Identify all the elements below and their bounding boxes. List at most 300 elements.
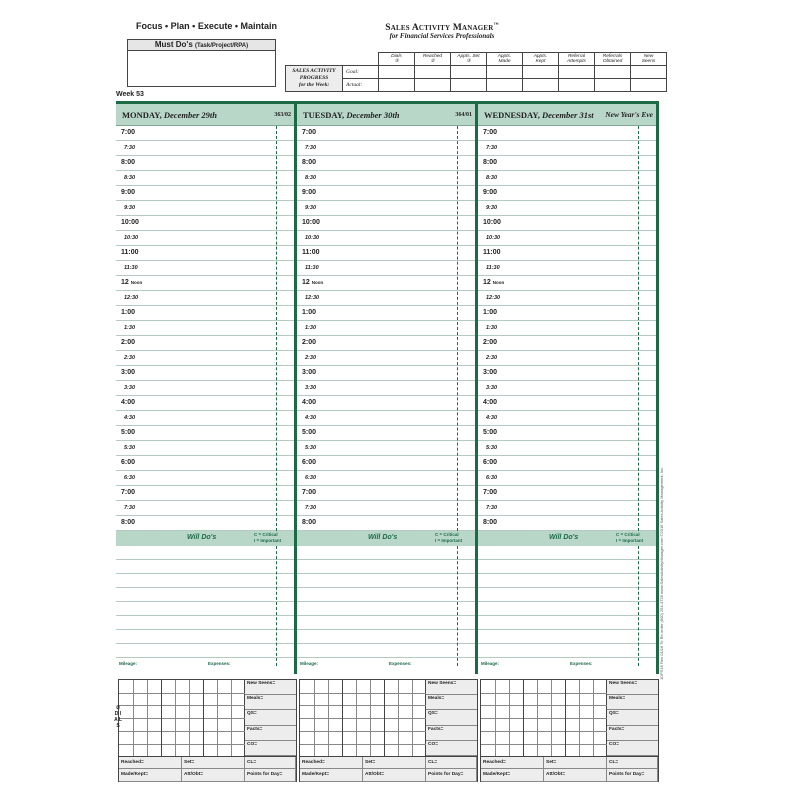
col-appts-kept: Appts. Kept xyxy=(523,53,559,66)
grid-line xyxy=(398,680,399,756)
set-field[interactable]: Set= xyxy=(363,757,426,769)
time-label: 1:30 xyxy=(305,325,317,331)
time-slot[interactable] xyxy=(116,171,297,186)
actual-cell[interactable] xyxy=(415,79,451,92)
time-slot[interactable] xyxy=(478,291,659,306)
dials-label xyxy=(114,705,122,729)
goal-cell[interactable] xyxy=(559,66,595,79)
grid-line xyxy=(175,680,176,756)
grid-line xyxy=(189,680,190,756)
brand-title: Sales Activity Manager™ xyxy=(385,23,499,34)
time-slot[interactable] xyxy=(116,216,297,231)
reached-field[interactable]: Reached= xyxy=(300,757,363,769)
goal-cell[interactable] xyxy=(523,66,559,79)
time-slot[interactable] xyxy=(478,186,659,201)
att-obt-field[interactable]: Att/Obt= xyxy=(363,769,426,782)
stats-column xyxy=(426,680,477,756)
day-header xyxy=(478,104,659,126)
time-slot[interactable] xyxy=(116,441,297,456)
time-slot[interactable] xyxy=(297,156,478,171)
time-slot[interactable] xyxy=(116,261,297,276)
grid-line xyxy=(217,680,218,756)
time-slot[interactable] xyxy=(116,351,297,366)
day-column xyxy=(478,104,659,674)
mileage-row[interactable] xyxy=(116,661,297,671)
goal-cell[interactable] xyxy=(451,66,487,79)
time-slot[interactable] xyxy=(116,201,297,216)
time-slot[interactable] xyxy=(478,126,659,141)
time-slot[interactable] xyxy=(116,321,297,336)
att-obt-field[interactable]: Att/Obt= xyxy=(544,769,607,782)
must-dos-title: Must Do's xyxy=(154,40,193,49)
time-slot[interactable] xyxy=(297,231,478,246)
time-slot[interactable] xyxy=(478,396,659,411)
will-dos-label: Will Do's xyxy=(187,534,217,541)
time-slot[interactable] xyxy=(478,246,659,261)
time-slot[interactable] xyxy=(297,396,478,411)
row-actual: Actual: xyxy=(343,79,379,92)
mileage-row[interactable] xyxy=(297,661,478,671)
att-obt-field[interactable]: Att/Obt= xyxy=(182,769,245,782)
set-field[interactable]: Set= xyxy=(182,757,245,769)
time-slot[interactable] xyxy=(297,501,478,516)
time-label: 1:00 xyxy=(121,309,136,316)
mileage-row[interactable] xyxy=(478,661,659,671)
time-label: 5:30 xyxy=(305,445,317,451)
will-do-row[interactable] xyxy=(297,588,478,602)
will-do-row[interactable] xyxy=(478,630,659,644)
dials-grid[interactable] xyxy=(481,680,607,756)
will-do-row[interactable] xyxy=(297,602,478,616)
time-slot[interactable] xyxy=(297,516,478,531)
time-label: 7:00 xyxy=(121,129,136,136)
time-slot[interactable] xyxy=(478,261,659,276)
grid-line xyxy=(370,680,371,756)
grid-line xyxy=(356,680,357,756)
grid-line xyxy=(509,680,510,756)
time-slot[interactable] xyxy=(116,126,297,141)
stat-field[interactable]: New Seens= xyxy=(426,680,477,695)
time-slot[interactable] xyxy=(116,141,297,156)
time-slot[interactable] xyxy=(478,276,659,291)
activity-tracker[interactable] xyxy=(299,679,478,782)
time-slot[interactable] xyxy=(478,171,659,186)
time-label: 12:30 xyxy=(124,295,139,301)
actual-cell[interactable] xyxy=(631,79,667,92)
time-slot[interactable] xyxy=(478,516,659,531)
stat-field[interactable]: QS= xyxy=(426,710,477,725)
time-slot[interactable] xyxy=(297,336,478,351)
will-do-row[interactable] xyxy=(478,588,659,602)
time-label: 7:30 xyxy=(486,145,498,151)
time-label: 2:00 xyxy=(302,339,317,346)
time-slots xyxy=(297,126,478,531)
grid-line xyxy=(147,680,148,756)
grid-line xyxy=(203,680,204,756)
time-slot[interactable] xyxy=(478,411,659,426)
time-slot[interactable] xyxy=(116,156,297,171)
dials-grid[interactable] xyxy=(300,680,426,756)
will-do-row[interactable] xyxy=(478,574,659,588)
time-slot[interactable] xyxy=(297,261,478,276)
stat-field[interactable]: QS= xyxy=(607,710,658,725)
grid-line xyxy=(384,680,385,756)
time-slot[interactable] xyxy=(297,426,478,441)
mileage-label: Mileage: xyxy=(481,661,500,666)
will-do-row[interactable] xyxy=(478,602,659,616)
col-appts-made: Appts. Made xyxy=(487,53,523,66)
time-slot[interactable] xyxy=(116,276,297,291)
time-slot[interactable] xyxy=(478,486,659,501)
time-label: 3:00 xyxy=(302,369,317,376)
time-label: 9:30 xyxy=(486,205,498,211)
grid-line xyxy=(481,731,607,732)
will-do-row[interactable] xyxy=(297,616,478,630)
brand-subtitle: for Financial Services Professionals xyxy=(389,32,495,41)
time-label: 9:00 xyxy=(121,189,136,196)
will-do-row[interactable] xyxy=(478,616,659,630)
time-slot[interactable] xyxy=(116,411,297,426)
stat-field[interactable]: CO= xyxy=(245,741,296,756)
time-slot[interactable] xyxy=(116,396,297,411)
activity-tracker[interactable] xyxy=(115,679,297,782)
time-slot[interactable] xyxy=(116,231,297,246)
stat-field[interactable]: New Seens= xyxy=(607,680,658,695)
stat-field[interactable]: Facts= xyxy=(426,726,477,741)
time-slot[interactable] xyxy=(297,441,478,456)
points-field[interactable]: Points for Day= xyxy=(245,769,296,782)
time-slot[interactable] xyxy=(478,441,659,456)
dials-vertical: D I A L S xyxy=(114,711,122,729)
time-slots xyxy=(116,126,297,531)
day-column xyxy=(116,104,297,674)
points-field[interactable]: Points for Day= xyxy=(426,769,477,782)
time-label: 2:00 xyxy=(483,339,498,346)
actual-cell[interactable] xyxy=(523,79,559,92)
will-do-row[interactable] xyxy=(116,560,297,574)
time-slot[interactable] xyxy=(116,381,297,396)
grid-line xyxy=(119,718,245,719)
stat-field[interactable]: New Seens= xyxy=(245,680,296,695)
time-label: 7:00 xyxy=(483,129,498,136)
time-slot[interactable] xyxy=(478,366,659,381)
time-slot[interactable] xyxy=(478,381,659,396)
will-do-row[interactable] xyxy=(116,602,297,616)
grid-line xyxy=(119,693,245,694)
will-do-row[interactable] xyxy=(297,560,478,574)
grid-line xyxy=(481,744,607,745)
actual-cell[interactable] xyxy=(595,79,631,92)
column-divider xyxy=(638,126,639,531)
time-label: 5:30 xyxy=(486,445,498,451)
time-label: 3:30 xyxy=(305,385,317,391)
will-do-row[interactable] xyxy=(478,546,659,560)
time-label: 12 Noon xyxy=(121,279,143,286)
time-slot[interactable] xyxy=(116,456,297,471)
made-kept-field[interactable]: Made/Kept= xyxy=(481,769,544,782)
time-label: 10:30 xyxy=(305,235,320,241)
made-kept-field[interactable]: Made/Kept= xyxy=(300,769,363,782)
sales-progress-table xyxy=(285,52,667,92)
mileage-label: Mileage: xyxy=(300,661,319,666)
time-label: 10:00 xyxy=(302,219,320,226)
will-do-row[interactable] xyxy=(116,546,297,560)
stat-field[interactable]: Meals= xyxy=(607,695,658,710)
time-slot[interactable] xyxy=(116,306,297,321)
time-label: 3:30 xyxy=(124,385,136,391)
time-label: 5:00 xyxy=(121,429,136,436)
time-slot[interactable] xyxy=(116,186,297,201)
stats-column xyxy=(607,680,658,756)
week-label: Week 53 xyxy=(116,91,144,98)
will-do-row[interactable] xyxy=(116,588,297,602)
column-divider xyxy=(638,546,639,666)
grid-line xyxy=(412,680,413,756)
grid-line xyxy=(593,680,594,756)
holiday-label: New Year's Eve xyxy=(605,110,653,119)
grid-line xyxy=(161,680,162,756)
time-label: 9:00 xyxy=(483,189,498,196)
will-dos-header xyxy=(478,531,659,546)
time-slot[interactable] xyxy=(478,306,659,321)
reached-field[interactable]: Reached= xyxy=(481,757,544,769)
time-slot[interactable] xyxy=(478,336,659,351)
time-slot[interactable] xyxy=(297,216,478,231)
stat-field[interactable]: Facts= xyxy=(607,726,658,741)
expenses-label: Expenses: xyxy=(570,661,593,666)
grid-line xyxy=(119,744,245,745)
time-slot[interactable] xyxy=(116,366,297,381)
time-slot[interactable] xyxy=(297,471,478,486)
time-slot[interactable] xyxy=(478,351,659,366)
column-divider xyxy=(276,126,277,531)
time-slot[interactable] xyxy=(297,126,478,141)
grid-line xyxy=(133,680,134,756)
grid-line xyxy=(119,731,245,732)
stat-field[interactable]: QS= xyxy=(245,710,296,725)
time-label: 10:00 xyxy=(483,219,501,226)
time-label: 4:00 xyxy=(302,399,317,406)
goal-cell[interactable] xyxy=(487,66,523,79)
grid-line xyxy=(119,705,245,706)
time-slot[interactable] xyxy=(297,456,478,471)
time-slot[interactable] xyxy=(478,156,659,171)
points-field[interactable]: Points for Day= xyxy=(607,769,658,782)
stat-field[interactable]: CO= xyxy=(426,741,477,756)
time-label: 11:00 xyxy=(302,249,320,256)
row-goal: Goal: xyxy=(343,66,379,79)
time-label: 11:30 xyxy=(305,265,319,271)
will-do-row[interactable] xyxy=(297,630,478,644)
time-slot[interactable] xyxy=(116,501,297,516)
time-label: 10:00 xyxy=(121,219,139,226)
time-slot[interactable] xyxy=(478,321,659,336)
cl-field[interactable]: CL= xyxy=(245,757,296,769)
time-slot[interactable] xyxy=(116,486,297,501)
activity-tracker[interactable] xyxy=(480,679,659,782)
goal-cell[interactable] xyxy=(631,66,667,79)
actual-cell[interactable] xyxy=(487,79,523,92)
time-slot[interactable] xyxy=(478,426,659,441)
stat-field[interactable]: Facts= xyxy=(245,726,296,741)
goal-cell[interactable] xyxy=(415,66,451,79)
goal-cell[interactable] xyxy=(595,66,631,79)
time-slot[interactable] xyxy=(478,141,659,156)
column-divider xyxy=(457,546,458,666)
will-dos-header xyxy=(116,531,297,546)
time-slot[interactable] xyxy=(116,246,297,261)
expenses-label: Expenses: xyxy=(208,661,231,666)
time-label: 4:00 xyxy=(483,399,498,406)
time-slot[interactable] xyxy=(297,171,478,186)
progress-label: SALES ACTIVITY PROGRESS for the Week: xyxy=(286,66,343,92)
grid-line xyxy=(300,731,426,732)
time-label: 6:00 xyxy=(302,459,317,466)
time-slot[interactable] xyxy=(297,411,478,426)
time-slot[interactable] xyxy=(297,186,478,201)
time-slot[interactable] xyxy=(297,246,478,261)
time-label: 12:30 xyxy=(486,295,501,301)
will-do-row[interactable] xyxy=(297,546,478,560)
will-do-row[interactable] xyxy=(116,616,297,630)
day-title: TUESDAY, December 30th xyxy=(303,109,400,120)
time-slot[interactable] xyxy=(297,321,478,336)
tagline: Focus • Plan • Execute • Maintain xyxy=(136,21,277,31)
time-slots xyxy=(478,126,659,531)
time-slot[interactable] xyxy=(116,336,297,351)
will-do-row[interactable] xyxy=(116,644,297,658)
time-slot[interactable] xyxy=(297,291,478,306)
time-slot[interactable] xyxy=(478,456,659,471)
time-slot[interactable] xyxy=(297,201,478,216)
time-label: 10:30 xyxy=(124,235,139,241)
time-label: 7:00 xyxy=(302,489,317,496)
time-label: 6:30 xyxy=(124,475,136,481)
stat-field[interactable]: Meals= xyxy=(426,695,477,710)
tracker-summary xyxy=(481,756,658,781)
time-label: 4:30 xyxy=(486,415,498,421)
actual-cell[interactable] xyxy=(559,79,595,92)
time-label: 7:30 xyxy=(124,145,136,151)
dials-grid[interactable] xyxy=(119,680,245,756)
time-label: 8:30 xyxy=(486,175,498,181)
time-label: 4:00 xyxy=(121,399,136,406)
grid-line xyxy=(314,680,315,756)
time-label: 1:00 xyxy=(483,309,498,316)
time-slot[interactable] xyxy=(297,141,478,156)
cl-field[interactable]: CL= xyxy=(426,757,477,769)
time-slot[interactable] xyxy=(478,216,659,231)
grid-line xyxy=(231,680,232,756)
grid-line xyxy=(523,680,524,756)
column-divider xyxy=(276,546,277,666)
time-label: 5:00 xyxy=(302,429,317,436)
time-slot[interactable] xyxy=(116,291,297,306)
time-label: 4:30 xyxy=(305,415,317,421)
will-dos-header xyxy=(297,531,478,546)
time-label: 9:30 xyxy=(124,205,136,211)
time-slot[interactable] xyxy=(116,516,297,531)
time-slot[interactable] xyxy=(478,501,659,516)
time-label: 11:30 xyxy=(124,265,138,271)
priority-key: C = Critical I = Important xyxy=(254,532,282,543)
time-slot[interactable] xyxy=(297,306,478,321)
time-label: 11:00 xyxy=(121,249,139,256)
priority-key: C = Critical I = Important xyxy=(616,532,644,543)
grid-line xyxy=(342,680,343,756)
must-dos-header xyxy=(128,40,275,51)
time-slot[interactable] xyxy=(116,426,297,441)
time-label: 6:30 xyxy=(305,475,317,481)
brand xyxy=(342,23,542,40)
will-do-row[interactable] xyxy=(297,574,478,588)
time-label: 6:00 xyxy=(121,459,136,466)
cl-field[interactable]: CL= xyxy=(607,757,658,769)
made-kept-field[interactable]: Made/Kept= xyxy=(119,769,182,782)
grid-line xyxy=(481,693,607,694)
time-label: 8:00 xyxy=(302,519,317,526)
time-label: 7:30 xyxy=(305,145,317,151)
will-do-row[interactable] xyxy=(478,644,659,658)
tracker-summary xyxy=(300,756,477,781)
grid-line xyxy=(481,718,607,719)
time-slot[interactable] xyxy=(478,231,659,246)
time-slot[interactable] xyxy=(297,381,478,396)
time-label: 5:00 xyxy=(483,429,498,436)
time-slot[interactable] xyxy=(116,471,297,486)
stat-field[interactable]: CO= xyxy=(607,741,658,756)
time-slot[interactable] xyxy=(297,351,478,366)
will-do-row[interactable] xyxy=(116,574,297,588)
time-slot[interactable] xyxy=(297,366,478,381)
time-label: 3:00 xyxy=(483,369,498,376)
time-label: 3:30 xyxy=(486,385,498,391)
day-title: MONDAY, December 29th xyxy=(122,109,218,120)
stat-field[interactable]: Meals= xyxy=(245,695,296,710)
time-label: 11:30 xyxy=(486,265,500,271)
priority-key: C = Critical I = Important xyxy=(435,532,463,543)
time-label: 12 Noon xyxy=(483,279,505,286)
grid-line xyxy=(300,718,426,719)
must-dos-box[interactable] xyxy=(127,39,276,87)
time-label: 1:30 xyxy=(124,325,136,331)
day-column xyxy=(297,104,478,674)
time-slot[interactable] xyxy=(297,276,478,291)
time-label: 9:00 xyxy=(302,189,317,196)
grid-line xyxy=(300,705,426,706)
time-label: 7:00 xyxy=(121,489,136,496)
col-dials: Dials ③ xyxy=(379,53,415,66)
time-label: 8:00 xyxy=(121,519,136,526)
time-label: 6:00 xyxy=(483,459,498,466)
will-do-row[interactable] xyxy=(116,630,297,644)
time-label: 7:00 xyxy=(302,129,317,136)
time-slot[interactable] xyxy=(478,471,659,486)
grid-line xyxy=(481,705,607,706)
actual-cell[interactable] xyxy=(451,79,487,92)
set-field[interactable]: Set= xyxy=(544,757,607,769)
time-slot[interactable] xyxy=(478,201,659,216)
time-label: 1:00 xyxy=(302,309,317,316)
will-do-row[interactable] xyxy=(297,644,478,658)
will-do-row[interactable] xyxy=(478,560,659,574)
time-slot[interactable] xyxy=(297,486,478,501)
goal-cell[interactable] xyxy=(379,66,415,79)
time-label: 2:30 xyxy=(305,355,317,361)
will-dos-label: Will Do's xyxy=(549,534,579,541)
reached-field[interactable]: Reached= xyxy=(119,757,182,769)
actual-cell[interactable] xyxy=(379,79,415,92)
